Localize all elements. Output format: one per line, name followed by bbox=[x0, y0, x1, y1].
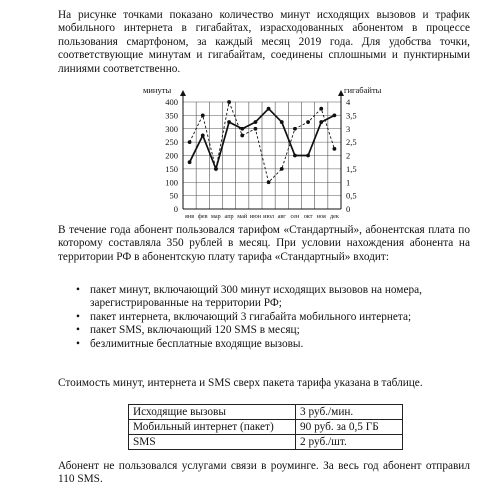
table-cell-service: Исходящие вызовы bbox=[129, 405, 296, 420]
gigabytes-data-point bbox=[267, 180, 271, 184]
x-tick-label: янв bbox=[185, 213, 195, 220]
left-tick-label: 250 bbox=[165, 137, 178, 148]
chart bbox=[135, 78, 400, 226]
gigabytes-data-point bbox=[188, 140, 192, 144]
bullet-item bbox=[72, 311, 472, 324]
table-cell-price: 90 руб. за 0,5 ГБ bbox=[296, 420, 403, 435]
gigabytes-data-point bbox=[240, 134, 244, 138]
left-tick-label: 150 bbox=[165, 163, 178, 174]
tariff-bullet-list bbox=[72, 284, 472, 351]
x-tick-label: июл bbox=[263, 213, 275, 220]
bullet-dot-icon: • bbox=[76, 337, 80, 350]
left-axis-arrow-icon bbox=[180, 90, 186, 96]
gigabytes-data-point bbox=[319, 107, 323, 111]
right-tick-label: 3 bbox=[346, 123, 351, 134]
gigabytes-data-point bbox=[280, 167, 284, 171]
bullet-text: пакет минут, включающий 300 минут исходящих вызовов на номера, зарегистрированные на территории РФ; bbox=[90, 284, 422, 310]
bullet-text: пакет SMS, включающий 120 SMS в месяц; bbox=[90, 324, 300, 337]
minutes-data-point bbox=[306, 154, 310, 158]
bullet-dot-icon: • bbox=[76, 284, 80, 296]
minutes-data-point bbox=[333, 113, 337, 117]
x-tick-label: июн bbox=[249, 213, 262, 220]
gigabytes-data-point bbox=[227, 100, 231, 104]
left-tick-label: 100 bbox=[165, 177, 178, 188]
intro-paragraph: На рисунке точками показано количество минут исходящих вызовов и трафик мобильного интернета в гигабайтах, израсходованных абонентом в процессе пользования смартфоном, за каждый месяц 2019 года. Для удобства точки, соответствующие минутам и гигабайтам, соединены сплошными и пунктирными линиями соответственно. bbox=[58, 9, 470, 75]
gigabytes-data-point bbox=[333, 147, 337, 151]
minutes-data-point bbox=[267, 107, 271, 111]
minutes-data-point bbox=[201, 134, 205, 138]
x-tick-label: май bbox=[237, 213, 248, 220]
tariff-price-table bbox=[128, 404, 403, 450]
cost-paragraph: Стоимость минут, интернета и SMS сверх пакета тарифа указана в таблице. bbox=[58, 377, 423, 389]
x-tick-label: мар bbox=[211, 213, 221, 220]
left-tick-label: 200 bbox=[165, 150, 178, 161]
minutes-data-point bbox=[188, 160, 192, 164]
x-tick-label: авг bbox=[277, 213, 286, 220]
bullet-text: пакет интернета, включающий 3 гигабайта мобильного интернета; bbox=[90, 310, 412, 323]
chart-svg bbox=[135, 78, 400, 226]
x-tick-label: дек bbox=[329, 213, 339, 220]
minutes-data-point bbox=[227, 120, 231, 124]
table-cell-service: SMS bbox=[129, 435, 296, 450]
right-tick-label: 2,5 bbox=[346, 137, 357, 148]
bullet-dot-icon: • bbox=[76, 324, 80, 337]
right-tick-label: 3,5 bbox=[346, 110, 357, 121]
left-tick-label: 300 bbox=[165, 123, 178, 134]
x-tick-label: фев bbox=[197, 213, 208, 220]
table-row bbox=[129, 435, 403, 450]
bullet-item bbox=[72, 284, 472, 311]
table-cell-price: 2 руб./шт. bbox=[296, 435, 403, 450]
bullet-dot-icon: • bbox=[76, 310, 80, 323]
gigabytes-data-point bbox=[254, 127, 258, 131]
left-tick-label: 350 bbox=[165, 110, 178, 121]
right-tick-label: 1,5 bbox=[346, 163, 357, 174]
left-tick-label: 400 bbox=[165, 97, 178, 107]
gigabytes-data-point bbox=[214, 167, 218, 171]
bullet-item bbox=[72, 338, 472, 351]
closing-paragraph: Абонент не пользовался услугами связи в роуминге. За весь год абонент отправил 110 SMS. bbox=[58, 460, 470, 486]
table-cell-price: 3 руб./мин. bbox=[296, 405, 403, 420]
right-tick-label: 0,5 bbox=[346, 190, 357, 201]
right-axis-title: гигабайты bbox=[344, 85, 382, 95]
bullet-text: безлимитные бесплатные входящие вызовы. bbox=[90, 337, 304, 350]
right-tick-label: 4 bbox=[346, 97, 351, 107]
gigabytes-data-point bbox=[293, 127, 297, 131]
minutes-data-point bbox=[254, 120, 258, 124]
left-tick-label: 50 bbox=[169, 190, 178, 201]
table-row bbox=[129, 405, 403, 420]
bullet-item bbox=[72, 324, 472, 337]
right-tick-label: 1 bbox=[346, 177, 351, 188]
gigabytes-data-point bbox=[201, 113, 205, 117]
x-tick-label: сен bbox=[290, 213, 300, 220]
x-tick-label: ноя bbox=[316, 213, 326, 220]
gigabytes-data-point bbox=[306, 120, 310, 124]
x-tick-label: окт bbox=[303, 213, 313, 220]
left-axis-title: минуты bbox=[143, 85, 172, 95]
minutes-data-point bbox=[240, 127, 244, 131]
table-cell-service: Мобильный интернет (пакет) bbox=[129, 420, 296, 435]
minutes-data-point bbox=[280, 120, 284, 124]
right-tick-label: 0 bbox=[346, 204, 351, 214]
x-tick-label: апр bbox=[224, 213, 234, 220]
right-tick-label: 2 bbox=[346, 150, 351, 161]
tariff-paragraph: В течение года абонент пользовался тарифом «Стандартный», абонентская плата по которому составляла 350 рублей в месяц. При условии нахождения абонента на территории РФ в абонентскую плату тарифа «Стандартный» входит: bbox=[58, 224, 470, 263]
minutes-data-point bbox=[293, 154, 297, 158]
left-tick-label: 0 bbox=[173, 204, 178, 214]
minutes-data-point bbox=[319, 120, 323, 124]
table-row bbox=[129, 420, 403, 435]
